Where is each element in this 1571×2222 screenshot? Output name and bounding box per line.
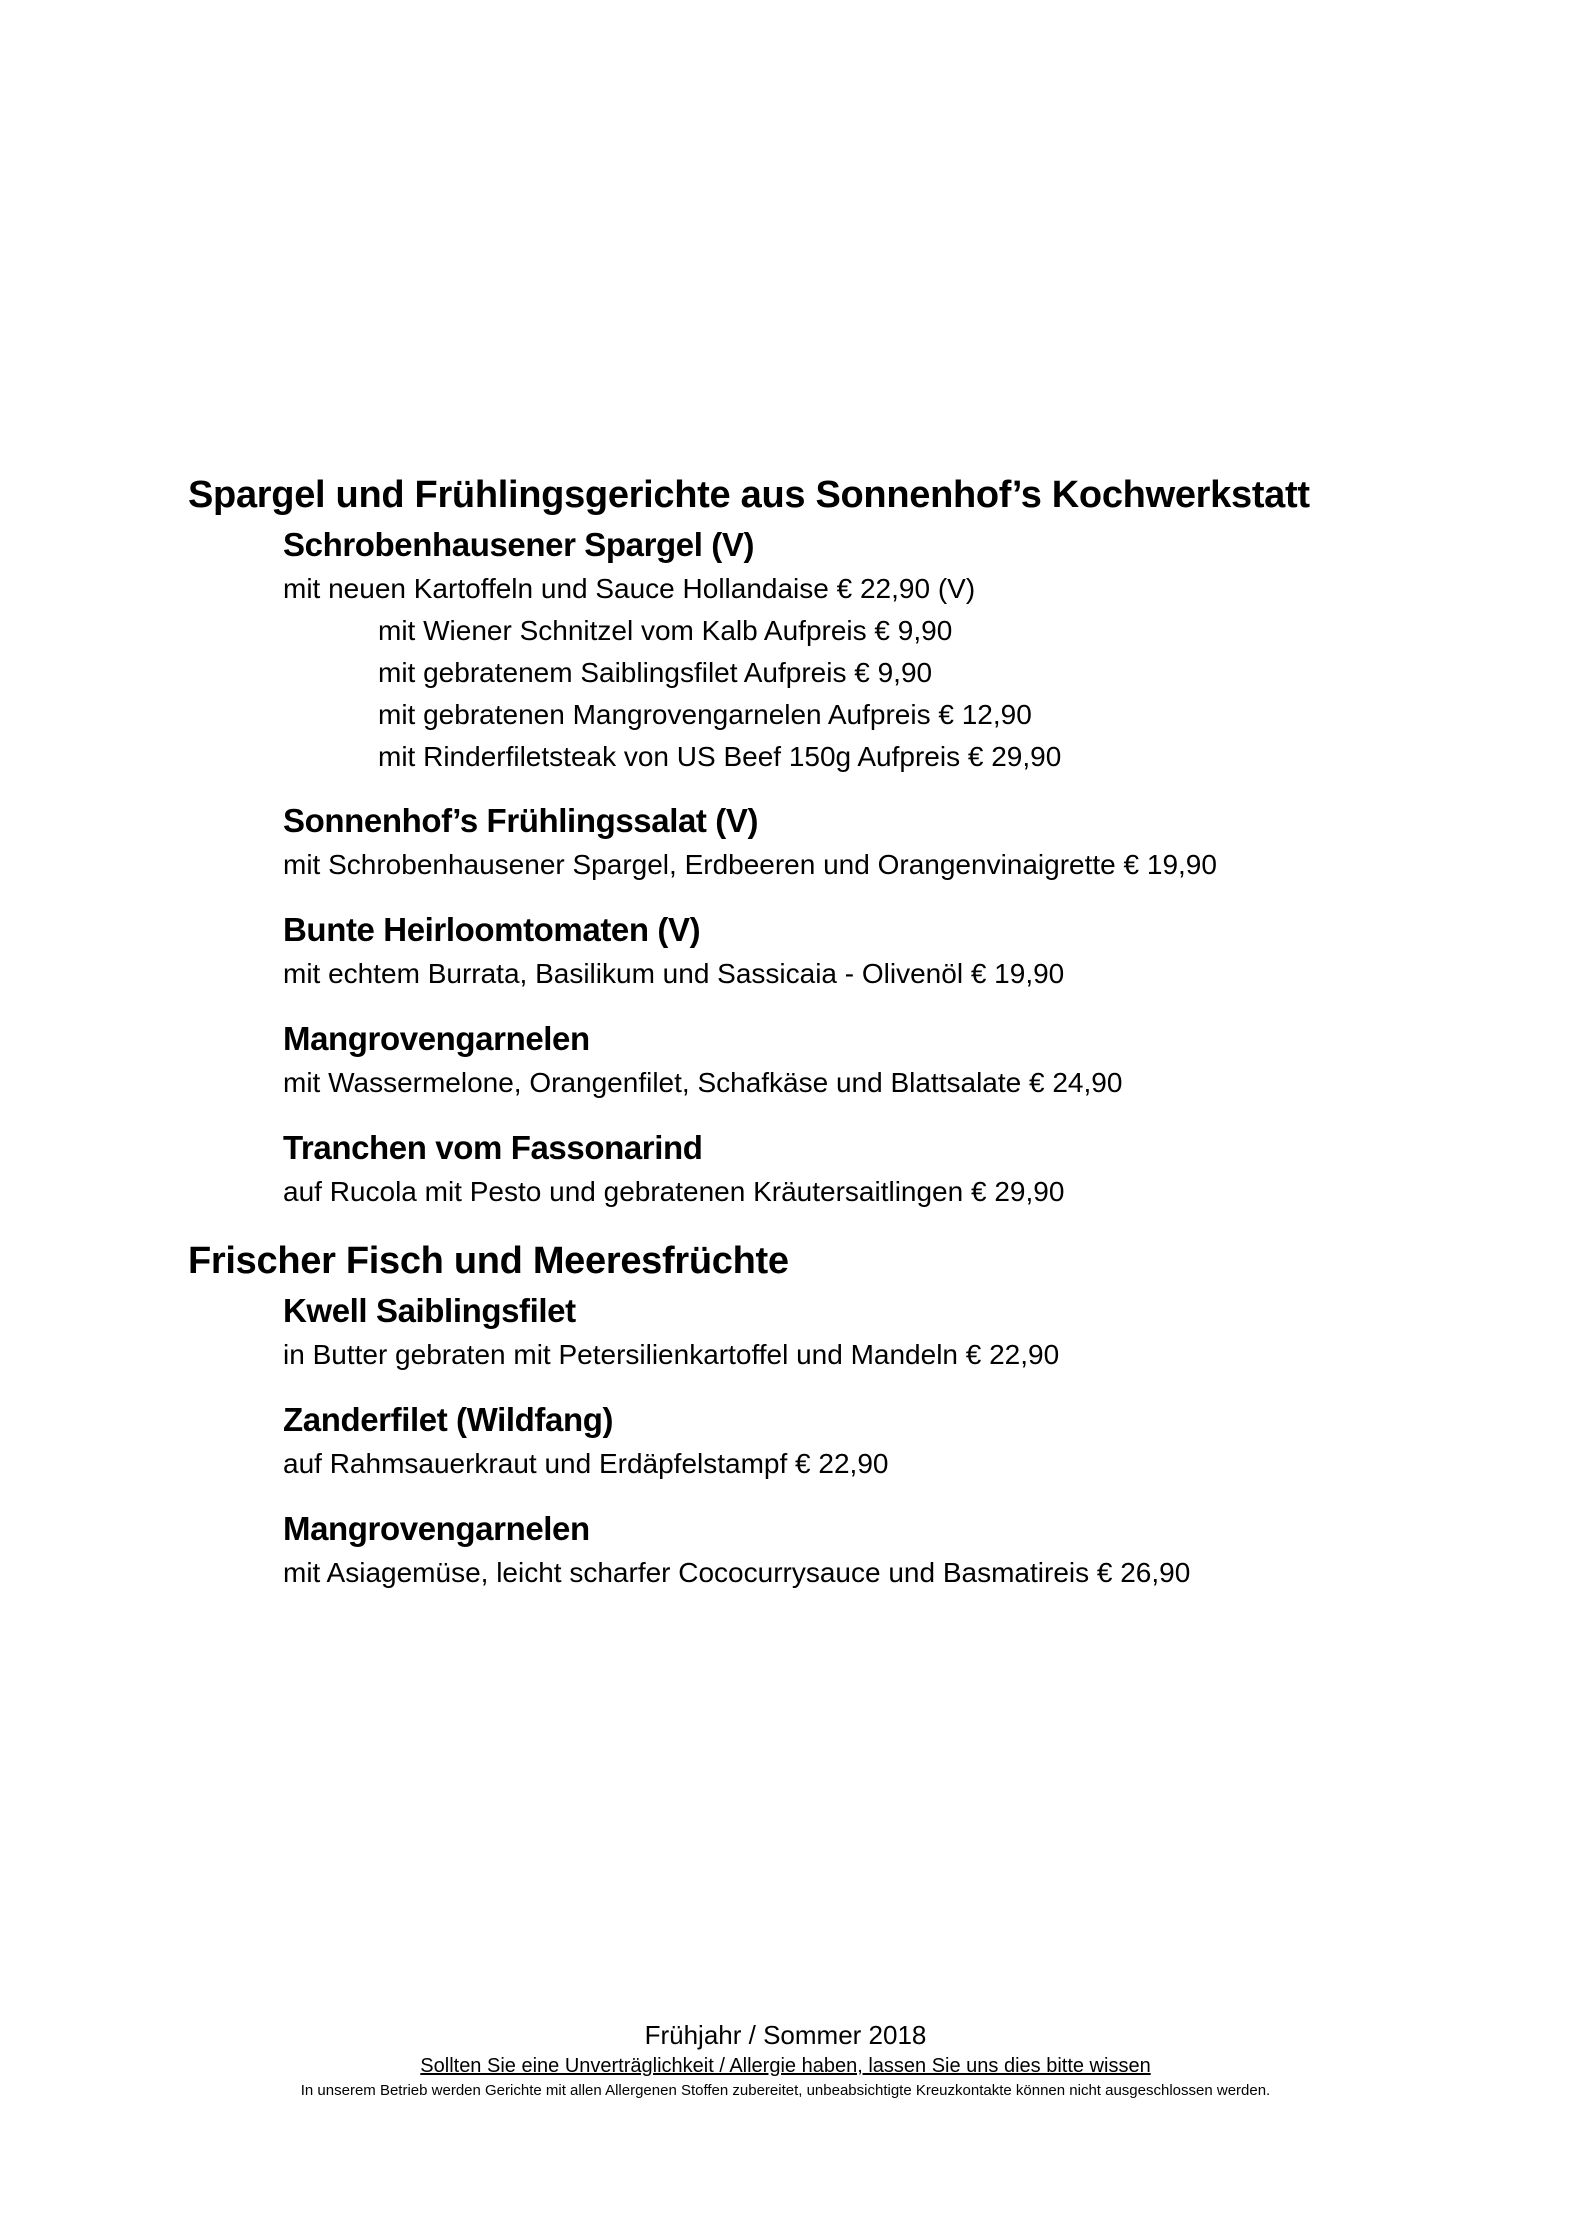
section-title: Spargel und Frühlingsgerichte aus Sonnenhof’s Kochwerkstatt <box>188 474 1310 516</box>
menu-item <box>283 1125 1468 1213</box>
menu-item <box>283 1016 1468 1104</box>
allergy-notice: Sollten Sie eine Unverträglichkeit / Allergie haben, lassen Sie uns dies bitte wissen <box>420 2055 1151 2077</box>
section-title: Frischer Fisch und Meeresfrüchte <box>188 1240 789 1282</box>
dish-name: Mangrovengarnelen <box>283 1020 590 1057</box>
dish-description: mit Asiagemüse, leicht scharfer Cococurrysauce und Basmatireis € 26,90 <box>283 1557 1191 1588</box>
menu-item <box>283 798 1468 886</box>
dish-addon: mit Wiener Schnitzel vom Kalb Aufpreis € 9,90 <box>378 615 953 646</box>
dish-name: Kwell Saiblingsfilet <box>283 1292 576 1329</box>
dish-addon: mit gebratenem Saiblingsfilet Aufpreis € 9,90 <box>378 657 933 688</box>
dish-name: Mangrovengarnelen <box>283 1510 590 1547</box>
dish-name: Tranchen vom Fassonarind <box>283 1129 703 1166</box>
dish-description: in Butter gebraten mit Petersilienkartoffel und Mandeln € 22,90 <box>283 1339 1060 1370</box>
menu-item <box>283 1288 1468 1376</box>
menu-item <box>283 1506 1468 1594</box>
dish-name: Zanderfilet (Wildfang) <box>283 1401 614 1438</box>
menu-item <box>283 1397 1468 1485</box>
dish-addon: mit gebratenen Mangrovengarnelen Aufpreis € 12,90 <box>378 699 1032 730</box>
season-label: Frühjahr / Sommer 2018 <box>644 2020 927 2050</box>
dish-description: mit Schrobenhausener Spargel, Erdbeeren und Orangenvinaigrette € 19,90 <box>283 849 1217 880</box>
dish-name: Bunte Heirloomtomaten (V) <box>283 911 701 948</box>
dish-description: auf Rucola mit Pesto und gebratenen Kräutersaitlingen € 29,90 <box>283 1176 1065 1207</box>
menu-footer <box>0 2018 1571 2102</box>
menu-item <box>283 522 1468 778</box>
cross-contact-note: In unserem Betrieb werden Gerichte mit allen Allergenen Stoffen zubereitet, unbeabsichtigte Kreuzkontakte können nicht ausgeschlossen werden. <box>300 2082 1271 2099</box>
dish-description: mit neuen Kartoffeln und Sauce Hollandaise € 22,90 (V) <box>283 573 976 604</box>
dish-description: auf Rahmsauerkraut und Erdäpfelstampf € 22,90 <box>283 1448 889 1479</box>
menu-section-fish <box>188 1236 1468 1594</box>
dish-name: Schrobenhausener Spargel (V) <box>283 526 755 563</box>
menu-section-spring <box>188 470 1468 1213</box>
dish-description: mit echtem Burrata, Basilikum und Sassicaia - Olivenöl € 19,90 <box>283 958 1065 989</box>
menu-item <box>283 907 1468 995</box>
dish-name: Sonnenhof’s Frühlingssalat (V) <box>283 802 759 839</box>
dish-addon: mit Rinderfiletsteak von US Beef 150g Aufpreis € 29,90 <box>378 741 1062 772</box>
dish-description: mit Wassermelone, Orangenfilet, Schafkäse und Blattsalate € 24,90 <box>283 1067 1123 1098</box>
